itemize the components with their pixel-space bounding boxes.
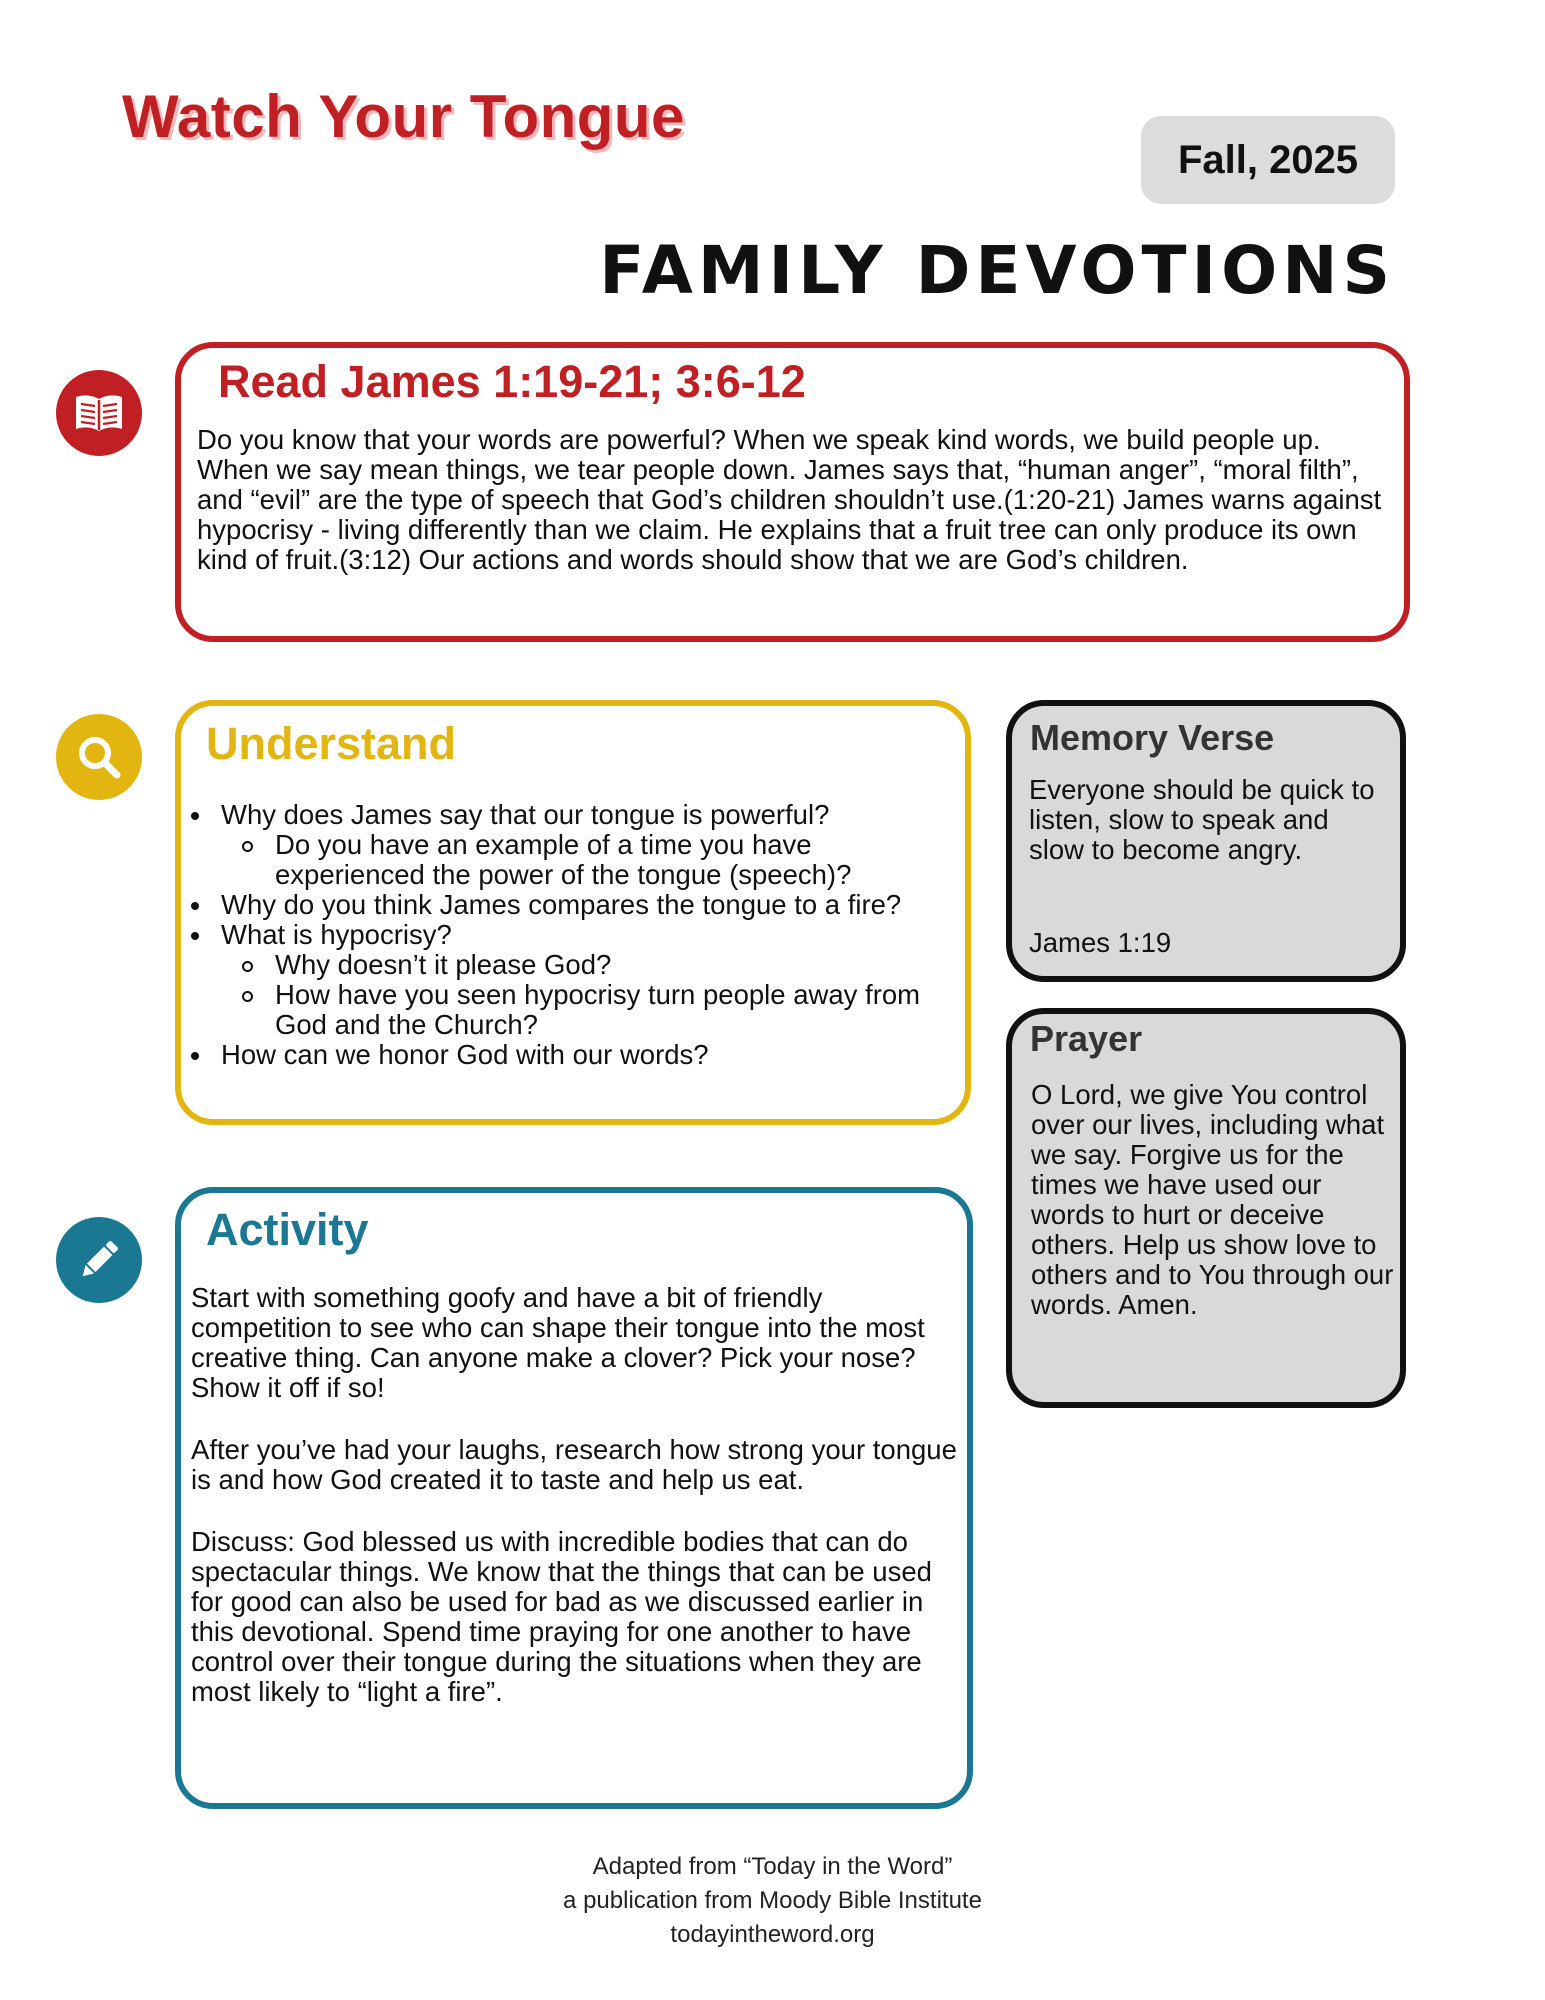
list-item: Do you have an example of a time you have experienced the power of the tongue (speech)? (185, 830, 965, 890)
prayer-text: O Lord, we give You control over our lives, including what we say. Forgive us for the times we have used our words to hurt or deceive others. Help us show love to others and to You through our words. Amen. (1031, 1079, 1394, 1320)
memory-verse-heading: Memory Verse (1030, 717, 1275, 758)
activity-paragraph: Start with something goofy and have a bit of friendly competition to see who can shape their tongue into the most creative thing. Can anyone make a clover? Pick your nose? Show it off if so! (191, 1282, 925, 1403)
read-heading: Read James 1:19-21; 3:6-12 (218, 356, 806, 407)
activity-paragraph: Discuss: God blessed us with incredible bodies that can do spectacular things. We know that the things that can be used for good can also be used for bad as we discussed earlier in this devotional. Spend time praying for one another to have control over their tongue during the situations when they are most likely to “light a fire”. (191, 1526, 932, 1707)
list-item: How have you seen hypocrisy turn people away from God and the Church? (185, 980, 965, 1040)
footer-line: Adapted from “Today in the Word” (592, 1853, 953, 1880)
memory-verse-text: Everyone should be quick to listen, slow to speak and slow to become angry. (1029, 774, 1375, 865)
list-item: Why does James say that our tongue is powerful? (185, 800, 965, 830)
footer-line: a publication from Moody Bible Institute (563, 1887, 982, 1914)
understand-list (185, 800, 965, 1070)
page-title: Watch Your Tongue (122, 83, 685, 150)
understand-heading: Understand (206, 718, 457, 769)
prayer-heading: Prayer (1030, 1018, 1143, 1059)
footer-link: todayintheword.org (670, 1921, 875, 1948)
season-label: Fall, 2025 (1177, 137, 1359, 182)
season-badge (1141, 116, 1395, 204)
activity-paragraph: After you’ve had your laughs, research how strong your tongue is and how God created it to taste and help us eat. (191, 1434, 957, 1495)
list-item: Why doesn’t it please God? (185, 950, 965, 980)
open-book-icon (56, 370, 142, 456)
page-subtitle: FAMILY DEVOTIONS (599, 232, 1395, 309)
magnifier-icon (56, 714, 142, 800)
memory-verse-reference: James 1:19 (1029, 927, 1172, 958)
pencil-icon (56, 1217, 142, 1303)
list-item: How can we honor God with our words? (185, 1040, 965, 1070)
list-item: Why do you think James compares the tongue to a fire? (185, 890, 965, 920)
list-item: What is hypocrisy? (185, 920, 965, 950)
read-text: Do you know that your words are powerful? When we speak kind words, we build people up. When we say mean things, we tear people down. James says that, “human anger”, “moral filth”, and “evil” are the type of speech that God’s children shouldn’t use.(1:20-21) James warns against hypocrisy - living differently than we claim. He explains that a fruit tree can only produce its own kind of fruit.(3:12) Our actions and words should show that we are God’s children. (197, 424, 1382, 575)
footer (0, 1850, 1545, 1952)
activity-heading: Activity (206, 1204, 369, 1255)
activity-text (191, 1283, 966, 1739)
